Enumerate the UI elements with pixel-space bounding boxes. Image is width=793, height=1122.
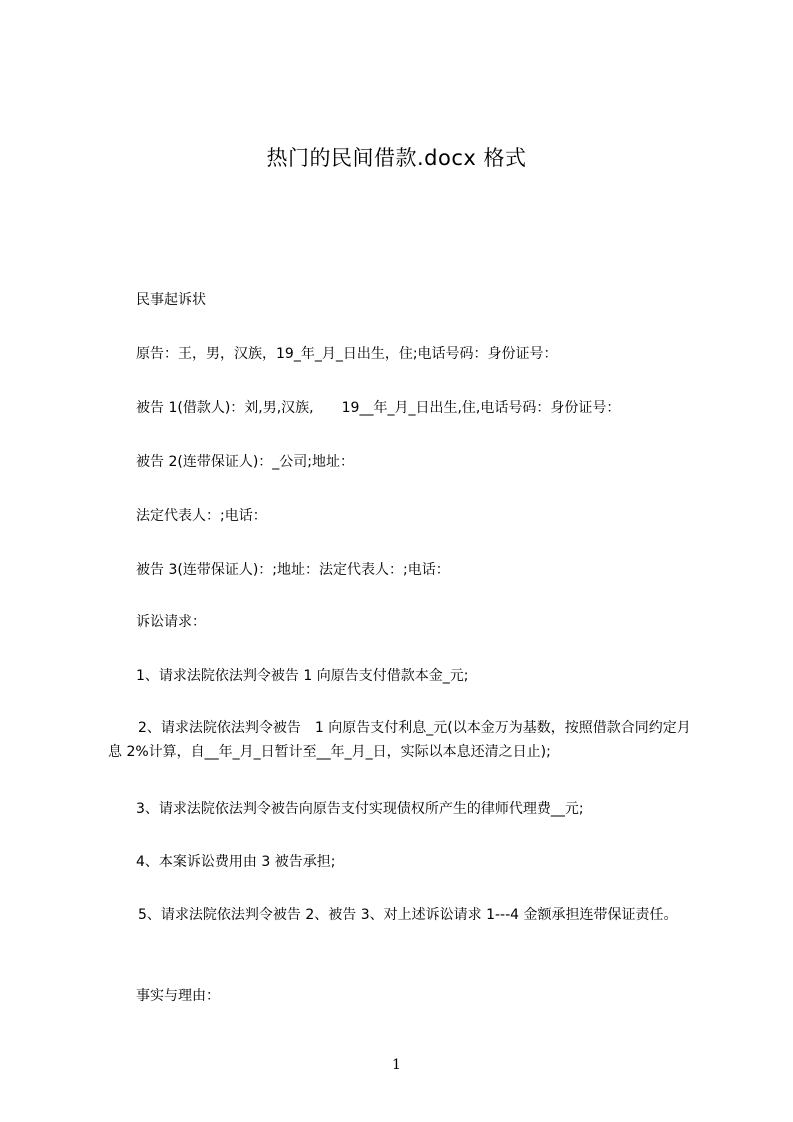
paragraph-legal-rep: 法定代表人：;电话：	[136, 508, 267, 524]
paragraph-claim-2: 2、请求法院依法判令被告 1 向原告支付利息_元(以本金万为基数，按照借款合同约定月息 2%计算，自__年_月_日暂计至__年_月_日，实际以本息还清之日止);	[108, 720, 691, 760]
paragraph-claim-1: 1、请求法院依法判令被告 1 向原告支付借款本金_元;	[136, 668, 469, 684]
paragraph-claims-heading: 诉讼请求：	[136, 614, 206, 630]
paragraph-plaintiff: 原告：王，男，汉族，19_年_月_日出生，住;电话号码：身份证号：	[136, 346, 558, 362]
document-title: 热门的民间借款.docx 格式	[266, 146, 527, 170]
paragraph-defendant-2: 被告 2(连带保证人)：_公司;地址：	[136, 454, 354, 470]
paragraph-claim-3: 3、请求法院依法判令被告向原告支付实现债权所产生的律师代理费__元;	[136, 801, 584, 817]
paragraph-defendant-1: 被告 1(借款人)：刘,男,汉族, 19__年_月_日出生,住,电话号码：身份证号：	[136, 400, 621, 416]
paragraph-claim-4: 4、本案诉讼费用由 3 被告承担;	[136, 854, 336, 870]
paragraph-heading: 民事起诉状	[136, 292, 206, 308]
paragraph-defendant-3: 被告 3(连带保证人)：;地址：法定代表人：;电话：	[136, 562, 450, 578]
page-number: 1	[392, 1057, 401, 1073]
paragraph-facts-heading: 事实与理由：	[136, 988, 220, 1004]
paragraph-claim-5: 5、请求法院依法判令被告 2、被告 3、对上述诉讼请求 1---4 金额承担连带保证责任。	[138, 907, 678, 923]
